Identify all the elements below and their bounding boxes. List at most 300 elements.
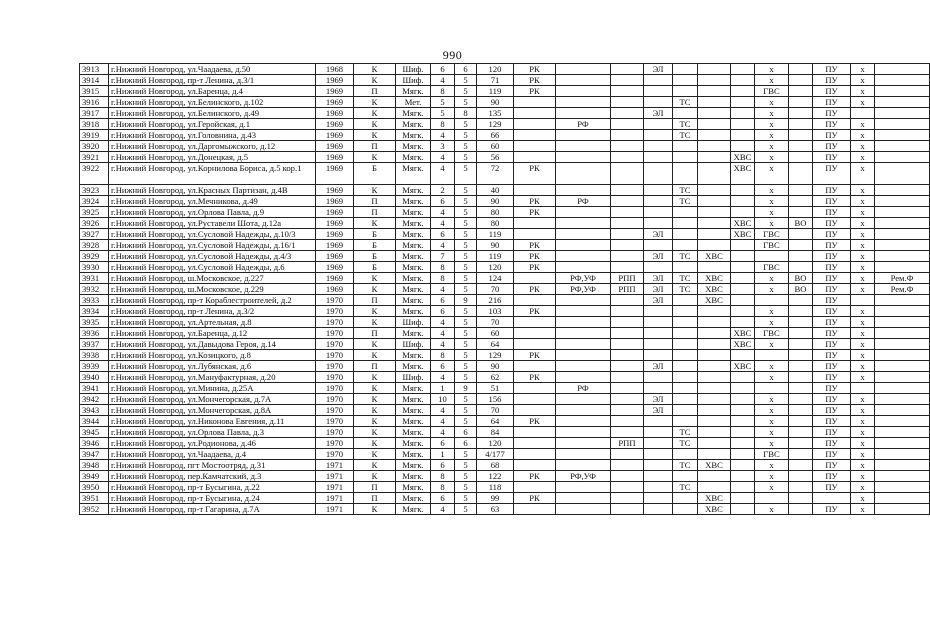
table-cell: Мягк. xyxy=(396,152,431,163)
table-cell xyxy=(673,372,698,383)
table-cell: х xyxy=(755,64,789,75)
table-cell: г.Нижний Новгород, ул.Мончегорская, д.7А xyxy=(109,394,316,405)
table-cell: х xyxy=(755,284,789,295)
table-cell xyxy=(556,493,611,504)
table-cell: 4 xyxy=(431,405,455,416)
table-cell: 3925 xyxy=(80,207,109,218)
table-cell: К xyxy=(354,152,396,163)
table-cell: х xyxy=(755,185,789,196)
table-cell: 5 xyxy=(455,284,477,295)
table-cell: г.Нижний Новгород, пер.Камчатский, д.3 xyxy=(109,471,316,482)
table-cell: Рем.Ф xyxy=(875,273,930,284)
table-cell: х xyxy=(755,361,789,372)
table-cell xyxy=(644,383,673,394)
table-cell: 124 xyxy=(477,273,514,284)
table-cell: х xyxy=(851,97,875,108)
table-cell xyxy=(789,64,813,75)
table-cell xyxy=(731,306,755,317)
table-cell: ХВС xyxy=(731,339,755,350)
table-cell xyxy=(644,482,673,493)
table-cell: ХВС xyxy=(698,460,731,471)
table-cell: 72 xyxy=(477,163,514,185)
table-cell: 1969 xyxy=(316,86,354,97)
table-cell: ПУ xyxy=(813,416,851,427)
table-cell: К xyxy=(354,218,396,229)
table-cell xyxy=(644,504,673,515)
table-cell: К xyxy=(354,471,396,482)
table-cell: 66 xyxy=(477,130,514,141)
table-cell xyxy=(789,372,813,383)
table-cell: 3921 xyxy=(80,152,109,163)
table-cell: 1969 xyxy=(316,273,354,284)
table-cell xyxy=(789,405,813,416)
table-cell: 5 xyxy=(455,405,477,416)
table-cell: 90 xyxy=(477,240,514,251)
table-cell xyxy=(673,75,698,86)
table-cell: х xyxy=(851,394,875,405)
table-cell: 5 xyxy=(455,218,477,229)
table-cell: 70 xyxy=(477,405,514,416)
table-cell xyxy=(755,383,789,394)
table-cell: х xyxy=(755,471,789,482)
table-cell: 5 xyxy=(455,372,477,383)
table-cell: г.Нижний Новгород, ул.Чаадаева, д.4 xyxy=(109,449,316,460)
table-row xyxy=(80,251,930,262)
table-row xyxy=(80,504,930,515)
table-cell: Б xyxy=(354,262,396,273)
table-cell xyxy=(673,207,698,218)
table-cell: Мягк. xyxy=(396,471,431,482)
table-cell xyxy=(611,350,644,361)
table-cell xyxy=(673,152,698,163)
table-cell: 118 xyxy=(477,482,514,493)
table-cell: РК xyxy=(514,284,556,295)
housing-registry-table xyxy=(79,63,930,515)
table-cell: Мягк. xyxy=(396,240,431,251)
table-cell xyxy=(644,218,673,229)
table-cell: ТС xyxy=(673,273,698,284)
table-cell xyxy=(875,218,930,229)
table-cell: 4 xyxy=(431,372,455,383)
table-cell xyxy=(698,350,731,361)
table-cell xyxy=(514,108,556,119)
table-cell: РК xyxy=(514,251,556,262)
table-cell: г.Нижний Новгород, ул.Сусловой Надежды, д.4/3 xyxy=(109,251,316,262)
table-cell xyxy=(875,130,930,141)
table-cell xyxy=(673,306,698,317)
table-cell xyxy=(731,75,755,86)
table-cell: ПУ xyxy=(813,471,851,482)
table-cell: г.Нижний Новгород, ул.Сусловой Надежды, д.16/1 xyxy=(109,240,316,251)
table-cell xyxy=(875,493,930,504)
table-cell xyxy=(731,372,755,383)
table-cell xyxy=(813,493,851,504)
table-cell: ПУ xyxy=(813,438,851,449)
table-cell xyxy=(673,504,698,515)
table-cell xyxy=(611,207,644,218)
table-cell xyxy=(611,405,644,416)
table-cell: 3926 xyxy=(80,218,109,229)
table-cell xyxy=(673,471,698,482)
table-cell xyxy=(698,229,731,240)
table-cell xyxy=(789,482,813,493)
table-cell: х xyxy=(851,306,875,317)
table-cell xyxy=(556,460,611,471)
table-row xyxy=(80,119,930,130)
table-cell: х xyxy=(755,108,789,119)
table-cell: 5 xyxy=(455,504,477,515)
table-cell: 3920 xyxy=(80,141,109,152)
table-cell: ЭЛ xyxy=(644,251,673,262)
table-cell xyxy=(698,262,731,273)
table-cell: х xyxy=(755,482,789,493)
table-cell: 3951 xyxy=(80,493,109,504)
table-cell: х xyxy=(755,504,789,515)
table-cell xyxy=(875,449,930,460)
table-cell xyxy=(644,460,673,471)
table-cell: х xyxy=(851,75,875,86)
table-cell xyxy=(673,339,698,350)
table-cell xyxy=(644,449,673,460)
table-cell xyxy=(556,361,611,372)
table-cell: 3934 xyxy=(80,306,109,317)
table-cell: 8 xyxy=(431,482,455,493)
table-cell xyxy=(698,97,731,108)
table-cell xyxy=(673,361,698,372)
table-cell: РПП xyxy=(611,284,644,295)
table-cell: 1970 xyxy=(316,306,354,317)
table-cell xyxy=(698,328,731,339)
table-cell: ХВС xyxy=(698,504,731,515)
table-cell: 1969 xyxy=(316,119,354,130)
table-cell xyxy=(875,141,930,152)
table-cell xyxy=(875,262,930,273)
table-cell: г.Нижний Новгород, пр-т Кораблестроителей, д.2 xyxy=(109,295,316,306)
table-cell: х xyxy=(851,262,875,273)
table-cell xyxy=(698,75,731,86)
table-cell: х xyxy=(851,416,875,427)
table-cell: г.Нижний Новгород, ул.Сусловой Надежды, д.10/3 xyxy=(109,229,316,240)
table-cell: 120 xyxy=(477,438,514,449)
table-cell: 4 xyxy=(431,416,455,427)
table-cell xyxy=(698,482,731,493)
table-cell xyxy=(789,383,813,394)
table-cell xyxy=(789,196,813,207)
table-row xyxy=(80,361,930,372)
table-cell: РК xyxy=(514,75,556,86)
table-cell xyxy=(611,295,644,306)
table-cell: 6 xyxy=(455,64,477,75)
table-cell: Мягк. xyxy=(396,416,431,427)
table-cell: г.Нижний Новгород, ул.Сусловой Надежды, д.6 xyxy=(109,262,316,273)
table-cell: К xyxy=(354,273,396,284)
table-cell xyxy=(644,350,673,361)
table-cell: 5 xyxy=(455,251,477,262)
table-cell: г.Нижний Новгород, ул.Баренца, д.12 xyxy=(109,328,316,339)
table-cell xyxy=(789,460,813,471)
table-cell xyxy=(789,493,813,504)
table-cell: ЭЛ xyxy=(644,273,673,284)
table-cell xyxy=(673,328,698,339)
table-cell: ТС xyxy=(673,97,698,108)
table-cell: К xyxy=(354,438,396,449)
table-row xyxy=(80,339,930,350)
table-cell: Б xyxy=(354,251,396,262)
table-cell xyxy=(644,471,673,482)
table-cell xyxy=(556,108,611,119)
table-row xyxy=(80,86,930,97)
table-cell: 4 xyxy=(431,339,455,350)
table-cell: Мягк. xyxy=(396,295,431,306)
table-cell: ЭЛ xyxy=(644,295,673,306)
table-cell: ПУ xyxy=(813,504,851,515)
table-cell xyxy=(644,141,673,152)
table-cell: 5 xyxy=(455,361,477,372)
table-cell xyxy=(789,240,813,251)
table-cell xyxy=(673,240,698,251)
table-cell xyxy=(644,493,673,504)
table-row xyxy=(80,185,930,196)
table-cell: ЭЛ xyxy=(644,284,673,295)
table-cell xyxy=(789,339,813,350)
table-row xyxy=(80,438,930,449)
table-cell: ХВС xyxy=(698,284,731,295)
table-cell: х xyxy=(851,130,875,141)
table-row xyxy=(80,460,930,471)
table-cell: ПУ xyxy=(813,372,851,383)
table-cell xyxy=(644,86,673,97)
table-cell: 156 xyxy=(477,394,514,405)
table-cell: 3942 xyxy=(80,394,109,405)
table-cell: 5 xyxy=(455,449,477,460)
table-cell: ХВС xyxy=(731,229,755,240)
table-cell: 5 xyxy=(455,141,477,152)
table-cell xyxy=(789,163,813,185)
table-cell: ПУ xyxy=(813,383,851,394)
table-cell: г.Нижний Новгород, ул.Минина, д.25А xyxy=(109,383,316,394)
table-cell: П xyxy=(354,328,396,339)
table-cell xyxy=(789,317,813,328)
table-cell: 3931 xyxy=(80,273,109,284)
table-cell: 5 xyxy=(455,306,477,317)
table-cell: РФ,УФ xyxy=(556,284,611,295)
table-cell: х xyxy=(851,229,875,240)
table-cell: 3947 xyxy=(80,449,109,460)
table-cell: ПУ xyxy=(813,152,851,163)
table-cell xyxy=(789,361,813,372)
table-cell: ПУ xyxy=(813,361,851,372)
table-cell: П xyxy=(354,196,396,207)
table-cell xyxy=(789,229,813,240)
table-cell xyxy=(514,218,556,229)
table-cell xyxy=(875,163,930,185)
table-cell xyxy=(514,273,556,284)
table-cell: 5 xyxy=(455,471,477,482)
table-cell xyxy=(731,240,755,251)
table-cell: 68 xyxy=(477,460,514,471)
table-cell xyxy=(556,240,611,251)
table-cell: 6 xyxy=(431,229,455,240)
table-cell: 8 xyxy=(431,471,455,482)
table-cell xyxy=(514,394,556,405)
table-cell: 1970 xyxy=(316,405,354,416)
table-cell xyxy=(673,141,698,152)
table-cell: ХВС xyxy=(698,251,731,262)
table-cell xyxy=(644,163,673,185)
table-cell: г.Нижний Новгород, ул.Орлова Павла, д.3 xyxy=(109,427,316,438)
table-cell xyxy=(611,152,644,163)
table-cell: 5 xyxy=(455,163,477,185)
table-cell: г.Нижний Новгород, ул.Мечникова, д.49 xyxy=(109,196,316,207)
table-cell xyxy=(875,482,930,493)
table-cell: ЭЛ xyxy=(644,229,673,240)
table-cell xyxy=(611,262,644,273)
table-cell: г.Нижний Новгород, пр-т Бусыгина, д.24 xyxy=(109,493,316,504)
table-cell: 10 xyxy=(431,394,455,405)
table-cell: 129 xyxy=(477,119,514,130)
table-cell: Мягк. xyxy=(396,207,431,218)
table-cell xyxy=(731,394,755,405)
table-cell: Шиф. xyxy=(396,75,431,86)
table-cell xyxy=(556,328,611,339)
table-cell xyxy=(875,383,930,394)
table-cell xyxy=(611,306,644,317)
table-cell xyxy=(789,427,813,438)
table-row xyxy=(80,306,930,317)
table-cell: Мягк. xyxy=(396,482,431,493)
table-cell: РК xyxy=(514,306,556,317)
table-cell: ТС xyxy=(673,438,698,449)
table-cell xyxy=(644,416,673,427)
table-cell: 120 xyxy=(477,262,514,273)
table-row xyxy=(80,405,930,416)
table-cell: 3935 xyxy=(80,317,109,328)
table-cell: х xyxy=(755,317,789,328)
table-cell xyxy=(611,460,644,471)
table-cell: РК xyxy=(514,207,556,218)
table-cell xyxy=(875,196,930,207)
table-cell: Мягк. xyxy=(396,394,431,405)
table-cell xyxy=(644,317,673,328)
table-cell xyxy=(789,86,813,97)
table-cell xyxy=(731,383,755,394)
table-cell: ПУ xyxy=(813,273,851,284)
table-cell: ЭЛ xyxy=(644,108,673,119)
table-cell: П xyxy=(354,86,396,97)
table-cell: ХВС xyxy=(731,361,755,372)
table-cell: РК xyxy=(514,372,556,383)
table-cell: 6 xyxy=(431,493,455,504)
table-cell: 4 xyxy=(431,240,455,251)
table-cell xyxy=(556,163,611,185)
table-cell xyxy=(611,449,644,460)
table-cell: Мягк. xyxy=(396,141,431,152)
table-row xyxy=(80,317,930,328)
table-cell: 1969 xyxy=(316,75,354,86)
table-cell: К xyxy=(354,427,396,438)
table-row xyxy=(80,163,930,185)
table-cell: 1969 xyxy=(316,185,354,196)
table-cell: 5 xyxy=(455,262,477,273)
table-cell: 1968 xyxy=(316,64,354,75)
table-cell: 5 xyxy=(455,185,477,196)
table-cell: ПУ xyxy=(813,295,851,306)
table-row xyxy=(80,284,930,295)
table-cell: К xyxy=(354,350,396,361)
table-cell: 3932 xyxy=(80,284,109,295)
table-cell xyxy=(789,295,813,306)
table-cell xyxy=(789,152,813,163)
table-cell: 5 xyxy=(455,273,477,284)
table-cell: 1971 xyxy=(316,504,354,515)
table-cell: Мягк. xyxy=(396,262,431,273)
table-cell: ТС xyxy=(673,251,698,262)
table-cell: 3916 xyxy=(80,97,109,108)
table-cell xyxy=(875,427,930,438)
table-cell: 4 xyxy=(431,163,455,185)
table-cell: К xyxy=(354,416,396,427)
table-cell: ПУ xyxy=(813,306,851,317)
table-cell xyxy=(556,449,611,460)
table-cell: х xyxy=(755,207,789,218)
table-cell xyxy=(514,438,556,449)
table-cell: 6 xyxy=(431,460,455,471)
table-cell: К xyxy=(354,405,396,416)
table-cell xyxy=(698,306,731,317)
table-cell: х xyxy=(851,64,875,75)
table-cell: Мягк. xyxy=(396,273,431,284)
table-cell xyxy=(789,306,813,317)
table-cell xyxy=(611,416,644,427)
table-cell: х xyxy=(755,427,789,438)
table-cell xyxy=(875,295,930,306)
table-cell xyxy=(875,240,930,251)
table-cell: г.Нижний Новгород, ул.Козицкого, д.8 xyxy=(109,350,316,361)
table-cell: 3939 xyxy=(80,361,109,372)
table-cell: 5 xyxy=(455,416,477,427)
table-cell: 90 xyxy=(477,97,514,108)
table-cell: 90 xyxy=(477,196,514,207)
table-cell xyxy=(673,163,698,185)
table-cell: г.Нижний Новгород, ул.Чаадаева, д.50 xyxy=(109,64,316,75)
table-cell xyxy=(789,119,813,130)
table-cell xyxy=(731,207,755,218)
table-cell: 6 xyxy=(431,438,455,449)
table-cell: Б xyxy=(354,163,396,185)
table-cell xyxy=(673,229,698,240)
table-cell: 7 xyxy=(431,251,455,262)
table-cell: 5 xyxy=(431,108,455,119)
table-row xyxy=(80,141,930,152)
table-cell xyxy=(673,416,698,427)
table-cell: 4 xyxy=(431,207,455,218)
table-cell xyxy=(673,383,698,394)
table-cell xyxy=(875,207,930,218)
table-cell xyxy=(731,416,755,427)
table-cell: г.Нижний Новгород, ул.Головнина, д.43 xyxy=(109,130,316,141)
table-cell: К xyxy=(354,306,396,317)
table-cell xyxy=(698,185,731,196)
table-cell xyxy=(789,504,813,515)
table-cell: 9 xyxy=(455,295,477,306)
table-cell xyxy=(789,350,813,361)
table-cell: ПУ xyxy=(813,97,851,108)
table-cell xyxy=(875,97,930,108)
table-cell: 6 xyxy=(431,306,455,317)
table-cell: Мягк. xyxy=(396,86,431,97)
table-cell: 4 xyxy=(431,504,455,515)
table-cell: К xyxy=(354,119,396,130)
